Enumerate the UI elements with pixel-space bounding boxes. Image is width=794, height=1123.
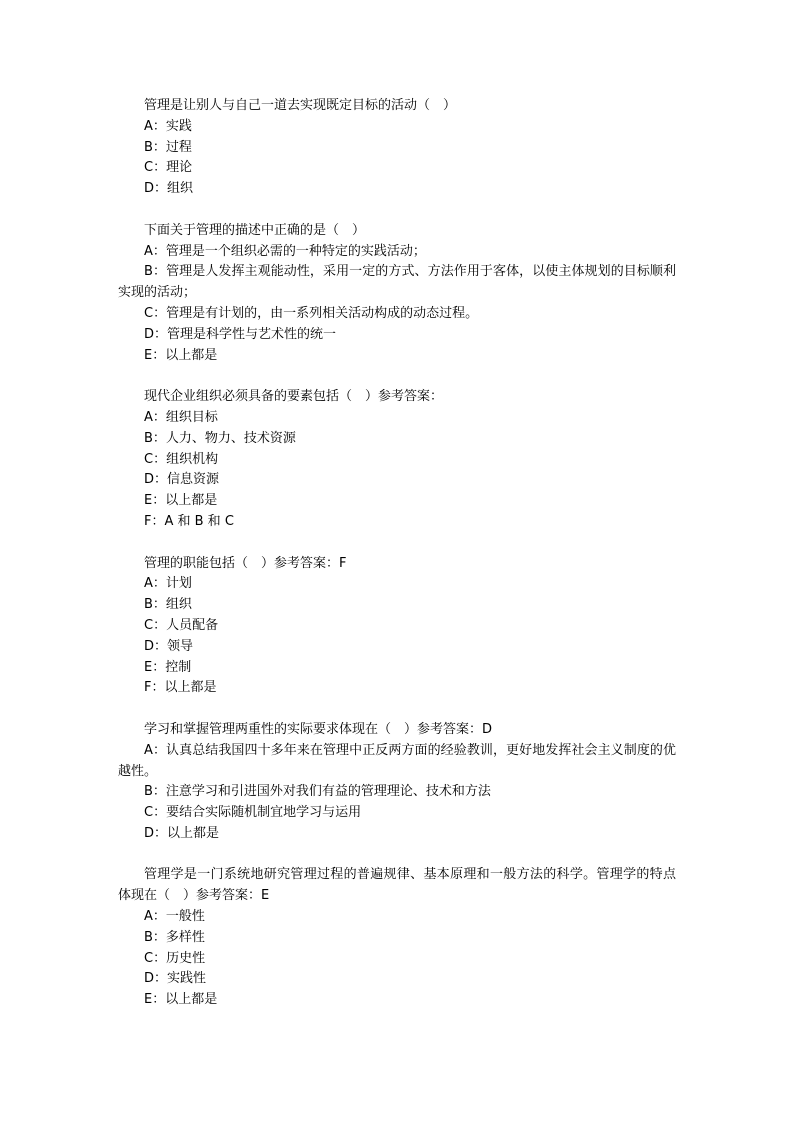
option-e: E：以上都是 [144,992,218,1008]
option-b: B：多样性 [144,929,205,945]
question-6 [118,865,676,1011]
option-b: B：过程 [144,139,192,155]
option-d: D：以上都是 [144,825,220,841]
option-d: D：信息资源 [144,472,220,488]
question-5 [118,720,676,845]
option-e: E：以上都是 [144,493,218,509]
option-b: B：注意学习和引进国外对我们有益的管理理论、技术和方法 [144,784,491,800]
option-d: D：实践性 [144,971,207,987]
question-1 [118,96,676,200]
question-2 [118,221,676,367]
option-e: E：以上都是 [144,347,218,363]
option-b: B：人力、物力、技术资源 [144,430,296,446]
option-a: A：一般性 [144,909,205,925]
option-c: C：管理是有计划的，由一系列相关活动构成的动态过程。 [144,305,479,321]
option-c: C：组织机构 [144,451,219,467]
option-c: C：理论 [144,160,193,176]
option-a: A：组织目标 [144,409,218,425]
option-f: F：A 和 B 和 C [144,513,234,529]
question-stem: 下面关于管理的描述中正确的是（ ） [144,222,366,238]
option-f: F：以上都是 [144,680,217,696]
option-e: E：控制 [144,659,192,675]
option-a: A：实践 [144,118,192,134]
option-b: B：组织 [144,597,192,613]
option-d: D：组织 [144,181,194,197]
option-b: B：管理是人发挥主观能动性，采用一定的方式、方法作用于客体，以使主体规划的目标顺利实现的活动； [118,264,676,301]
option-d: D：管理是科学性与艺术性的统一 [144,326,337,342]
question-stem: 学习和掌握管理两重性的实际要求体现在（ ）参考答案：D [144,721,493,737]
question-stem: 现代企业组织必须具备的要素包括（ ）参考答案： [144,389,444,405]
option-a: A：认真总结我国四十多年来在管理中正反两方面的经验教训，更好地发挥社会主义制度的优越性。 [118,742,676,779]
option-c: C：历史性 [144,950,206,966]
question-4 [118,554,676,700]
option-d: D：领导 [144,638,194,654]
document-page [118,96,676,1032]
question-3 [118,387,676,533]
question-stem: 管理的职能包括（ ）参考答案：F [144,555,347,571]
option-c: C：要结合实际随机制宜地学习与运用 [144,805,362,821]
question-stem: 管理是让别人与自己一道去实现既定目标的活动（ ） [144,98,457,113]
option-c: C：人员配备 [144,617,219,633]
question-stem: 管理学是一门系统地研究管理过程的普遍规律、基本原理和一般方法的科学。管理学的特点体现在（ ）参考答案：E [118,867,676,904]
option-a: A：计划 [144,576,192,592]
option-a: A：管理是一个组织必需的一种特定的实践活动； [144,243,426,259]
